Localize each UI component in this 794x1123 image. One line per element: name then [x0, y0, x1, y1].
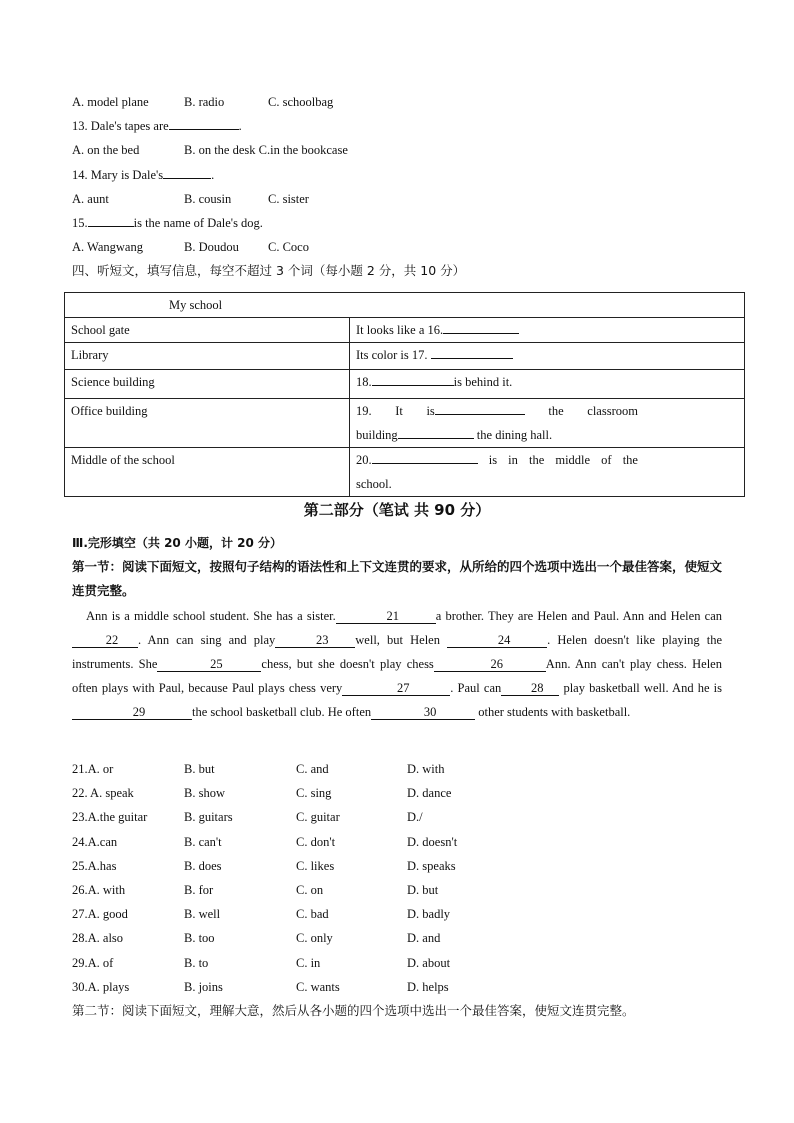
option-bc: B. on the desk C.in the bookcase [184, 143, 348, 158]
option-a: A. aunt [72, 191, 109, 206]
row-label: Science building [65, 370, 350, 399]
option-b: B. radio [184, 95, 225, 109]
blank-23: 23 [275, 633, 355, 648]
option-b: B. cousin [184, 191, 232, 206]
option-c: C. Coco [268, 240, 309, 255]
option-row: 26.A. with B. for C. on D. but [72, 882, 439, 897]
answer-blank [431, 344, 513, 359]
blank-28: 28 [501, 681, 559, 696]
row-label: School gate [65, 318, 350, 343]
options-row-13 [72, 138, 722, 162]
table-row [65, 318, 745, 343]
answer-blank [443, 319, 519, 334]
section-3-title: Ⅲ.完形填空（共 20 小题，计 20 分） [72, 536, 283, 550]
option-row: 29.A. of B. to C. in D. about [72, 955, 451, 970]
option-a: A. Wangwang [72, 240, 143, 255]
row-value: 18. is behind it. [350, 370, 745, 399]
cloze-options [72, 757, 722, 1023]
row-label: Middle of the school [65, 448, 350, 497]
row-value: Its color is 17. [350, 343, 745, 370]
blank-27: 27 [342, 681, 450, 696]
blank-30: 30 [371, 705, 475, 720]
option-row: 24.A.can B. can't C. don't D. doesn't [72, 834, 458, 849]
section-3-part-2-intro: 第二节：阅读下面短文，理解大意，然后从各小题的四个选项中选出一个最佳答案，使短文连贯完整。 [72, 1002, 635, 1018]
answer-blank [372, 371, 454, 386]
row-value: It looks like a 16. [350, 318, 745, 343]
question-15: 15. is the name of Dale's dog. [72, 211, 722, 235]
option-c: C. sister [268, 191, 309, 206]
option-row: 23.A.the guitar B. guitars C. guitar D./ [72, 810, 423, 825]
cloze-passage: Ann is a middle school student. She has a sister. 21 a brother. They are Helen and Paul. Ann and Helen can22 . Ann can sing and play 23 well, but Helen 24 . Helen doesn't like playing the instruments. She 25 chess, but she doesn't play chess 26 Ann. Ann can't play chess. Helen often plays with Paul, because Paul plays chess very 27 . Paul can 28 play basketball well. And he is29 the school basketball club. He often 30 other students with basketball. [72, 608, 723, 720]
option-row: 25.A.has B. does C. likes D. speaks [72, 858, 456, 873]
cloze-section [72, 531, 722, 725]
section-4-title: 四、听短文，填写信息，每空不超过 3 个词（每小题 2 分，共 10 分） [72, 263, 466, 279]
options-row-14 [72, 187, 722, 211]
table-row [65, 448, 745, 497]
option-a: A. model plane [72, 95, 149, 109]
table-row [65, 399, 745, 448]
option-row: 30.A. plays B. joins C. wants D. helps [72, 979, 449, 994]
table-header: My school [65, 293, 745, 318]
blank-25: 25 [157, 657, 261, 672]
answer-blank [163, 164, 211, 179]
row-value: 19. It is the classroom building the dining hall. [350, 399, 745, 448]
blank-26: 26 [434, 657, 546, 672]
option-b: B. Doudou [184, 240, 239, 255]
row-value: 20. is in the middle of the school. [350, 448, 745, 497]
answer-blank [372, 449, 478, 464]
answer-blank [88, 212, 134, 227]
answer-blank [169, 115, 239, 130]
option-a: A. on the bed [72, 143, 140, 158]
blank-21: 21 [336, 609, 436, 624]
part-2-title: 第二部分（笔试 共 90 分） [303, 501, 491, 519]
option-c: C. schoolbag [268, 95, 334, 109]
options-row-12 [72, 90, 722, 114]
option-row: 27.A. good B. well C. bad D. badly [72, 907, 451, 922]
blank-24: 24 [447, 633, 547, 648]
option-row: 28.A. also B. too C. only D. and [72, 931, 441, 946]
row-label: Office building [65, 399, 350, 448]
answer-blank [398, 424, 474, 439]
blank-29: 29 [72, 705, 192, 720]
table-row [65, 370, 745, 399]
listening-questions [72, 90, 722, 284]
option-row: 21.A. or B. but C. and D. with [72, 762, 445, 776]
section-3-intro: 第一节：阅读下面短文，按照句子结构的语法性和上下文连贯的要求，从所给的四个选项中选出一个最佳答案，使短文连贯完整。 [72, 559, 723, 599]
info-table [64, 292, 745, 497]
options-row-15 [72, 235, 722, 259]
question-14: 14. Mary is Dale's . [72, 163, 722, 187]
option-row: 22. A. speak B. show C. sing D. dance [72, 786, 452, 801]
table-row [65, 343, 745, 370]
answer-blank [435, 400, 525, 415]
question-13: 13. Dale's tapes are . [72, 114, 722, 138]
row-label: Library [65, 343, 350, 370]
blank-22: 22 [72, 633, 138, 648]
